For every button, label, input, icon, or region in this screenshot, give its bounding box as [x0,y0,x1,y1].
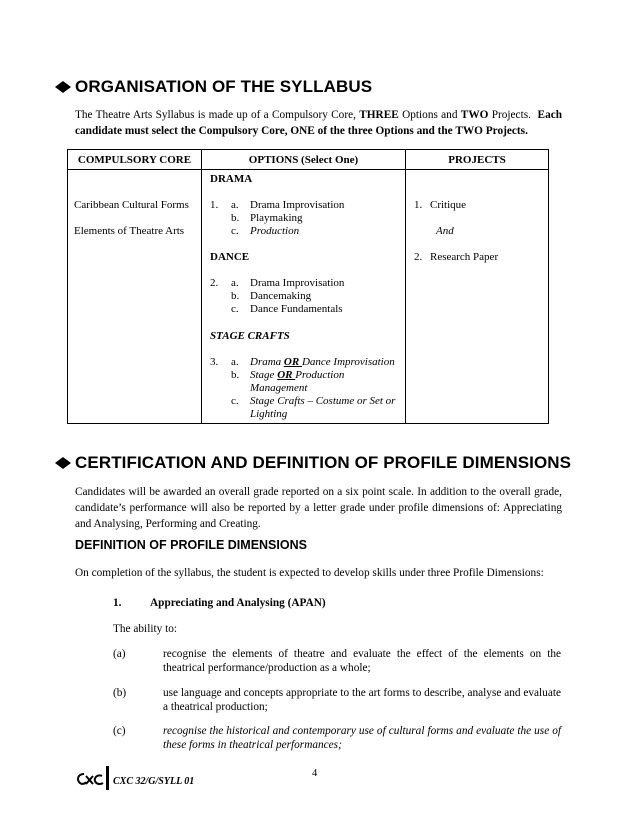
header-core: COMPULSORY CORE [68,150,202,170]
option-item [250,356,395,369]
item-label: (b) [113,687,127,699]
item-text: use language and concepts appropriate to the art forms to describe, analyse and evaluate a theatrical production; [163,687,561,713]
option-item: Dance Fundamentals [250,303,343,315]
project-item: Critique [430,199,467,211]
intro-text-3: Projects. [488,109,531,121]
option-letter: b. [231,212,240,224]
option-item-continued: Lighting [250,408,288,420]
option-item [250,369,344,382]
option-title-stage-crafts: STAGE CRAFTS [210,330,290,342]
intro-two: TWO [460,109,489,121]
project-and: And [436,225,454,237]
footer-divider [106,766,109,790]
page-number: 4 [312,768,318,779]
option-item: Dancemaking [250,290,312,302]
section-heading-organisation [55,77,372,97]
table-body-row [68,170,549,424]
projects-cell [406,170,549,424]
option-item: Stage Crafts – Costume or Set or [250,395,396,407]
intro-bold-text: Each candidate must select the Compulsory Core, ONE of the three Options and the TWO Projects. [75,109,563,137]
option-number: 1. [210,199,219,211]
header-options: OPTIONS (Select One) [202,150,406,170]
item-text: recognise the historical and contemporary use of cultural forms and evaluate the use of these forms in theatrical performances; [163,725,561,751]
option-letter: b. [231,290,240,302]
option-item-continued: Management [250,382,308,394]
item-label: (c) [113,725,126,737]
core-item: Caribbean Cultural Forms [74,199,189,211]
option-item: Playmaking [250,212,303,224]
item-text: recognise the elements of theatre and evaluate the effect of the elements on the theatrical performance/production as a whole; [163,648,561,674]
option-letter: b. [231,369,240,381]
cxc-logo-icon [75,770,105,790]
option-title-dance: DANCE [210,251,250,263]
section-heading-certification [55,453,571,473]
diamond-bullet-icon [55,81,63,93]
option-letter: c. [231,303,239,315]
heading-text: CERTIFICATION AND DEFINITION OF PROFILE DIMENSIONS [75,453,572,472]
heading-text: ORGANISATION OF THE SYLLABUS [75,77,373,96]
intro-three: THREE [359,109,399,121]
intro-paragraph [75,107,562,139]
diamond-bullet-icon [55,457,63,469]
core-cell [68,170,202,424]
option-number: 2. [210,277,219,289]
certification-paragraph: Candidates will be awarded an overall grade reported on a six point scale. In addition to the overall grade, candidate’s performance will also be reported by a letter grade under profile dimensions of: Appreciating and Analysing, Performing and Creating. [75,486,562,530]
completion-text: On completion of the syllabus, the student is expected to develop skills under three Profile Dimensions: [75,567,544,579]
dimension-title: Appreciating and Analysing (APAN) [150,597,326,609]
or-emphasis: OR [283,356,302,368]
option-title-drama: DRAMA [210,173,253,185]
core-item: Elements of Theatre Arts [74,225,185,237]
option-letter: c. [231,395,239,407]
option-item-part: Production [295,369,345,381]
project-number: 2. [414,251,423,263]
item-label: (a) [113,648,126,660]
project-number: 1. [414,199,423,211]
option-item-part: Drama [250,356,284,368]
or-emphasis: OR [277,369,296,381]
dimension-number: 1. [113,597,122,609]
option-item: Drama Improvisation [250,277,345,289]
subheading-profile-dimensions: DEFINITION OF PROFILE DIMENSIONS [75,538,307,552]
option-item-part: Dance Improvisation [301,356,395,368]
option-number: 3. [210,356,219,368]
intro-text-2: Options and [398,109,461,121]
footer-code: CXC 32/G/SYLL 01 [113,776,195,787]
options-cell [202,170,406,424]
header-projects: PROJECTS [406,150,549,170]
project-item: Research Paper [430,251,499,263]
option-item: Production [250,225,300,237]
option-letter: a. [231,199,239,211]
option-item: Drama Improvisation [250,199,345,211]
table-header-row [68,150,549,170]
ability-text: The ability to: [113,623,178,635]
option-item-part: Stage [250,369,278,381]
option-letter: a. [231,277,239,289]
intro-text-1: The Theatre Arts Syllabus is made up of a Compulsory Core, [75,109,360,121]
option-letter: a. [231,356,239,368]
option-letter: c. [231,225,239,237]
syllabus-table [67,149,549,424]
